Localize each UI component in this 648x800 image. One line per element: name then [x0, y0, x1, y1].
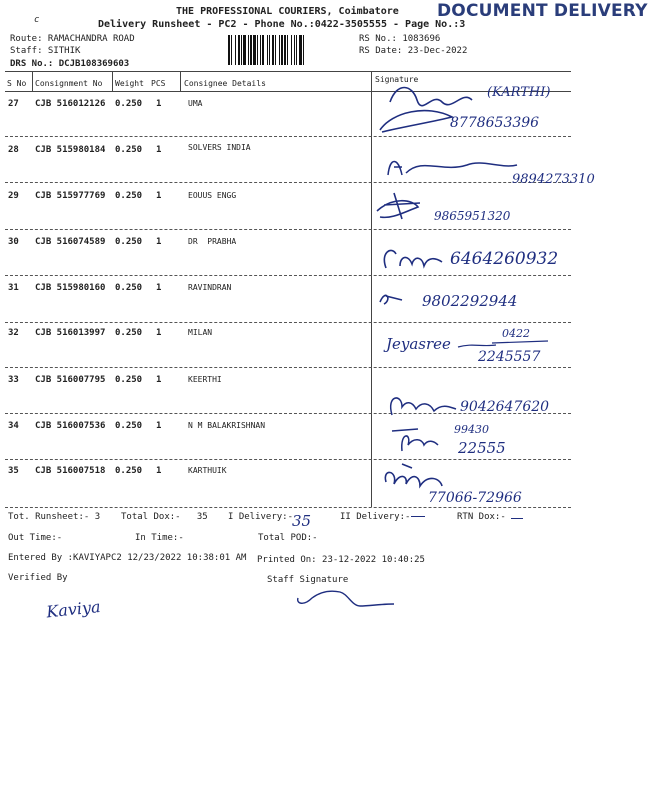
barcode-bar [299, 35, 302, 65]
row-consignee: SOLVERS INDIA [188, 143, 251, 152]
barcode-bar [287, 35, 288, 65]
row-consignment-no: CJB 515980184 [35, 145, 106, 155]
out-time: Out Time:- [8, 533, 63, 543]
document-delivery-stamp: DOCUMENT DELIVERY [437, 1, 648, 21]
row-consignment-no: CJB 516012126 [35, 99, 106, 109]
row-consignment-no: CJB 516007795 [35, 375, 106, 385]
row-consignee: UMA [188, 99, 203, 108]
row-weight: 0.250 [115, 283, 143, 293]
row-consignee: RAVINDRAN [188, 283, 232, 292]
row-weight: 0.250 [115, 191, 143, 201]
total-dox: Total Dox:- 35 [121, 512, 208, 522]
barcode-bar [250, 35, 252, 65]
signature-text: 9894273310 [512, 172, 595, 187]
row-consignee: DR PRABHA [188, 237, 237, 246]
row-weight: 0.250 [115, 237, 143, 247]
total-runsheet: Tot. Runsheet:- 3 [8, 512, 101, 522]
verified-by-signature [40, 586, 130, 626]
barcode-bar [281, 35, 283, 65]
row-consignment-no: CJB 516013997 [35, 328, 106, 338]
barcode-bar [228, 35, 230, 65]
runsheet-title: Delivery Runsheet - PC2 - Phone No.:0422-3505555 - Page No.:3 [98, 19, 466, 30]
row-consignee: EOUUS ENGG [188, 191, 237, 200]
barcode-bar [260, 35, 261, 65]
barcode-bar [253, 35, 256, 65]
total-pod: Total POD:- [258, 533, 318, 543]
row-sno: 27 [8, 99, 19, 109]
pen-mark: c [34, 15, 40, 25]
rs-number: RS No.: 1083696 [359, 34, 441, 44]
row-sno: 28 [8, 145, 19, 155]
barcode-bar [235, 35, 236, 65]
signature-text: 9802292944 [422, 292, 518, 310]
signature-text: Jeyasree [386, 335, 451, 353]
row-sno: 32 [8, 328, 19, 338]
signature-text: 9865951320 [434, 209, 511, 223]
staff-label: Staff: SITHIK [10, 46, 81, 56]
rtn-dox-label: RTN Dox:- [457, 512, 506, 522]
barcode-bar [248, 35, 249, 65]
signature-row-29 [372, 183, 572, 228]
signature-row-27 [372, 72, 572, 142]
barcode-bar [275, 35, 276, 65]
entered-by: Entered By :KAVIYAPC2 12/23/2022 10:38:01 AM [8, 553, 247, 563]
in-time: In Time:- [135, 533, 184, 543]
row-pcs: 1 [156, 328, 162, 338]
signature-text: 8778653396 [450, 115, 540, 131]
ii-delivery-dash [411, 516, 425, 517]
drs-number: DRS No.: DCJB108369603 [10, 59, 130, 69]
barcode-bar [296, 35, 297, 65]
verified-by-label: Verified By [8, 573, 68, 583]
row-consignment-no: CJB 515977769 [35, 191, 106, 201]
col-header-pcs: PCS [151, 79, 166, 88]
barcode-bar [269, 35, 270, 65]
signature-row-35 [372, 460, 572, 508]
barcode-bar [241, 35, 242, 65]
col-divider [112, 71, 113, 91]
i-delivery-handwritten: 35 [292, 512, 312, 530]
barcode-bar [279, 35, 280, 65]
route-label: Route: RAMACHANDRA ROAD [10, 34, 135, 44]
row-weight: 0.250 [115, 421, 143, 431]
row-sno: 30 [8, 237, 19, 247]
row-divider [5, 229, 571, 230]
col-header-signature: Signature [375, 75, 419, 84]
barcode-bar [238, 35, 240, 65]
barcode-bar [262, 35, 264, 65]
row-pcs: 1 [156, 99, 162, 109]
col-header-consignment: Consignment No [35, 79, 103, 88]
row-consignment-no: CJB 516074589 [35, 237, 106, 247]
row-consignment-no: CJB 516007518 [35, 466, 106, 476]
row-pcs: 1 [156, 375, 162, 385]
ii-delivery-label: II Delivery:- [340, 512, 411, 522]
row-sno: 33 [8, 375, 19, 385]
company-name: THE PROFESSIONAL COURIERS, Coimbatore [176, 6, 399, 17]
rtn-dox-dash [511, 518, 523, 519]
signature-text: 77066-72966 [428, 490, 522, 506]
barcode-bar [231, 35, 232, 65]
row-consignee: N M BALAKRISHNAN [188, 421, 266, 430]
col-header-sno: S No [7, 79, 27, 88]
col-header-weight: Weight [115, 79, 144, 88]
signature-text: Kaviya [45, 596, 102, 622]
row-consignee: KEERTHI [188, 375, 222, 384]
signature-text: 22555 [458, 439, 506, 457]
row-pcs: 1 [156, 283, 162, 293]
row-weight: 0.250 [115, 145, 143, 155]
row-pcs: 1 [156, 237, 162, 247]
signature-row-30 [372, 232, 572, 280]
printed-on: Printed On: 23-12-2022 10:40:25 [257, 555, 425, 565]
barcode-bar [303, 35, 304, 65]
row-consignment-no: CJB 515980160 [35, 283, 106, 293]
signature-text: 99430 [454, 423, 489, 436]
signature-text: 2245557 [478, 349, 541, 365]
barcode-bar [243, 35, 246, 65]
signature-row-28 [372, 145, 595, 187]
barcode-bar [291, 35, 292, 65]
row-weight: 0.250 [115, 328, 143, 338]
col-header-consignee: Consignee Details [184, 79, 266, 88]
row-weight: 0.250 [115, 99, 143, 109]
staff-signature [290, 584, 400, 614]
barcode-bar [267, 35, 268, 65]
row-pcs: 1 [156, 145, 162, 155]
barcode-bar [284, 35, 286, 65]
barcode-bar [257, 35, 258, 65]
row-sno: 31 [8, 283, 19, 293]
staff-signature-label: Staff Signature [267, 575, 349, 585]
col-divider [32, 71, 33, 91]
row-sno: 34 [8, 421, 19, 431]
row-weight: 0.250 [115, 466, 143, 476]
i-delivery-label: I Delivery:- [228, 512, 294, 522]
signature-row-32 [372, 323, 572, 367]
barcode-bar [272, 35, 274, 65]
signature-text: 6464260932 [450, 249, 559, 269]
rs-date: RS Date: 23-Dec-2022 [359, 46, 468, 56]
row-sno: 29 [8, 191, 19, 201]
signature-text: 0422 [502, 327, 530, 340]
row-consignee: KARTHUIK [188, 466, 227, 475]
row-pcs: 1 [156, 421, 162, 431]
row-divider [5, 367, 571, 368]
row-pcs: 1 [156, 466, 162, 476]
signature-row-34 [372, 385, 572, 465]
signature-row-31 [372, 278, 572, 320]
row-weight: 0.250 [115, 375, 143, 385]
row-consignee: MILAN [188, 328, 213, 337]
barcode [228, 35, 354, 65]
row-consignment-no: CJB 516007536 [35, 421, 106, 431]
col-divider [180, 71, 181, 91]
signature-text: 9042647620 [460, 399, 550, 415]
row-sno: 35 [8, 466, 19, 476]
row-pcs: 1 [156, 191, 162, 201]
signature-text: (KARTHI) [487, 85, 551, 100]
barcode-bar [294, 35, 295, 65]
